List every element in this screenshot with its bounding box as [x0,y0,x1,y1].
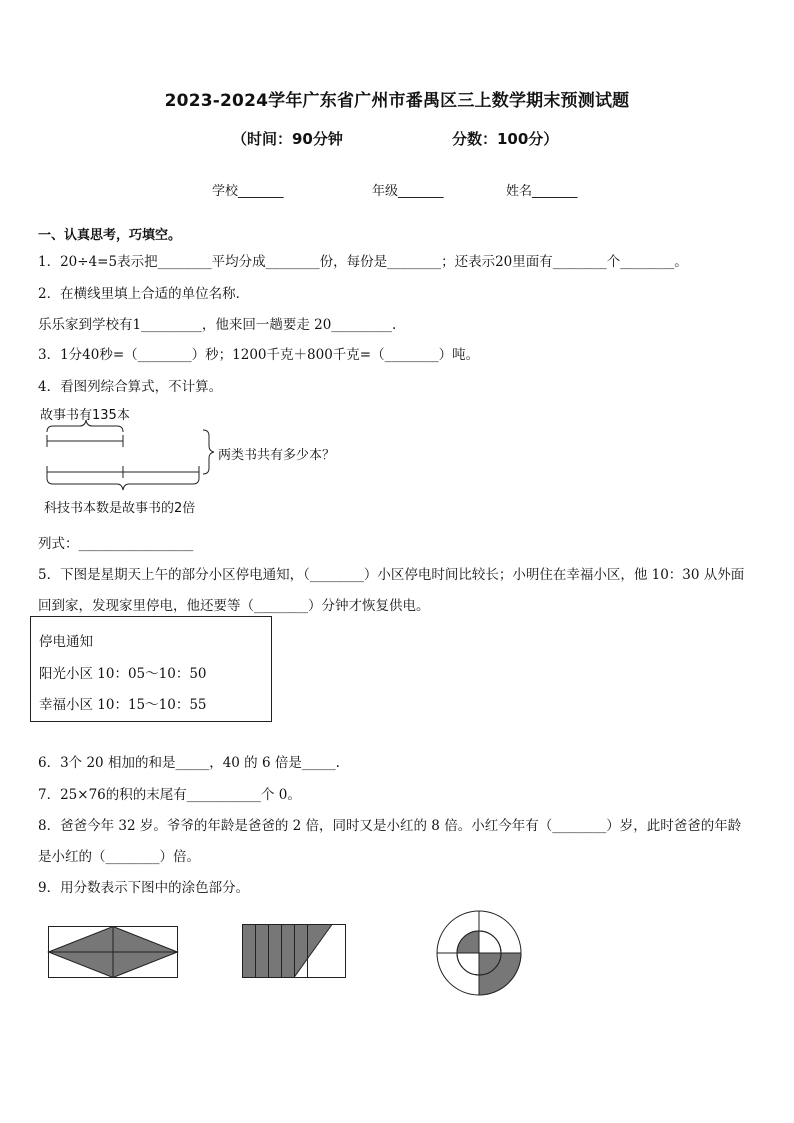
story-book-label: 故事书有135本 [40,408,130,423]
question-4: 4．看图列综合算式，不计算。 [38,379,223,395]
exam-score: 分数：100分） [452,130,559,148]
page-title: 2023-2024学年广东省广州市番禺区三上数学期末预测试题 [164,91,630,111]
figure-striped-rectangle [242,924,346,978]
question-5-line: 回到家，发现家里停电，他还要等（________）分钟才恢复供电。 [38,598,430,614]
power-outage-notice [30,616,272,722]
notice-row-xingfu: 幸福小区 10：15～10：55 [39,697,207,713]
question-label: 两类书共有多少本？ [218,448,336,463]
grade-field: 年级_______ [372,184,444,199]
school-field: 学校_______ [212,184,284,199]
question-6: 6．3个 20 相加的和是_____，40 的 6 倍是_____. [38,755,340,771]
figure-ring-circle [436,910,522,996]
formula-line: 列式：_________________ [38,536,194,552]
question-8-line: 是小红的（________）倍。 [38,849,200,865]
question-1: 1．20÷4=5表示把________平均分成________份，每份是________；还表示20里面有________个________。 [38,254,688,270]
question-9: 9．用分数表示下图中的涂色部分。 [38,880,250,896]
question-2-line: 乐乐家到学校有1_________，他来回一趟要走 20_________. [38,317,397,333]
question-3: 3．1分40秒=（________）秒；1200千克＋800千克=（________）吨。 [38,347,480,363]
science-book-label: 科技书本数是故事书的2倍 [44,501,196,516]
question-8: 8．爸爸今年 32 岁。爷爷的年龄是爸爸的 2 倍，同时又是小红的 8 倍。小红今年有（________）岁，此时爸爸的年龄 [38,818,742,834]
question-2: 2．在横线里填上合适的单位名称． [38,286,250,302]
question-5: 5．下图是星期天上午的部分小区停电通知，（________）小区停电时间比较长；小明住在幸福小区，他 10：30 从外面 [38,567,745,583]
notice-title: 停电通知 [39,634,93,650]
section-heading: 一、认真思考，巧填空。 [38,228,182,243]
name-field: 姓名_______ [506,184,578,199]
figure-rhombus-rectangle [48,926,178,978]
notice-row-yangguang: 阳光小区 10：05～10：50 [39,666,207,682]
exam-time: （时间：90分钟 [232,130,343,148]
question-7: 7．25×76的积的末尾有___________个 0。 [38,787,301,803]
